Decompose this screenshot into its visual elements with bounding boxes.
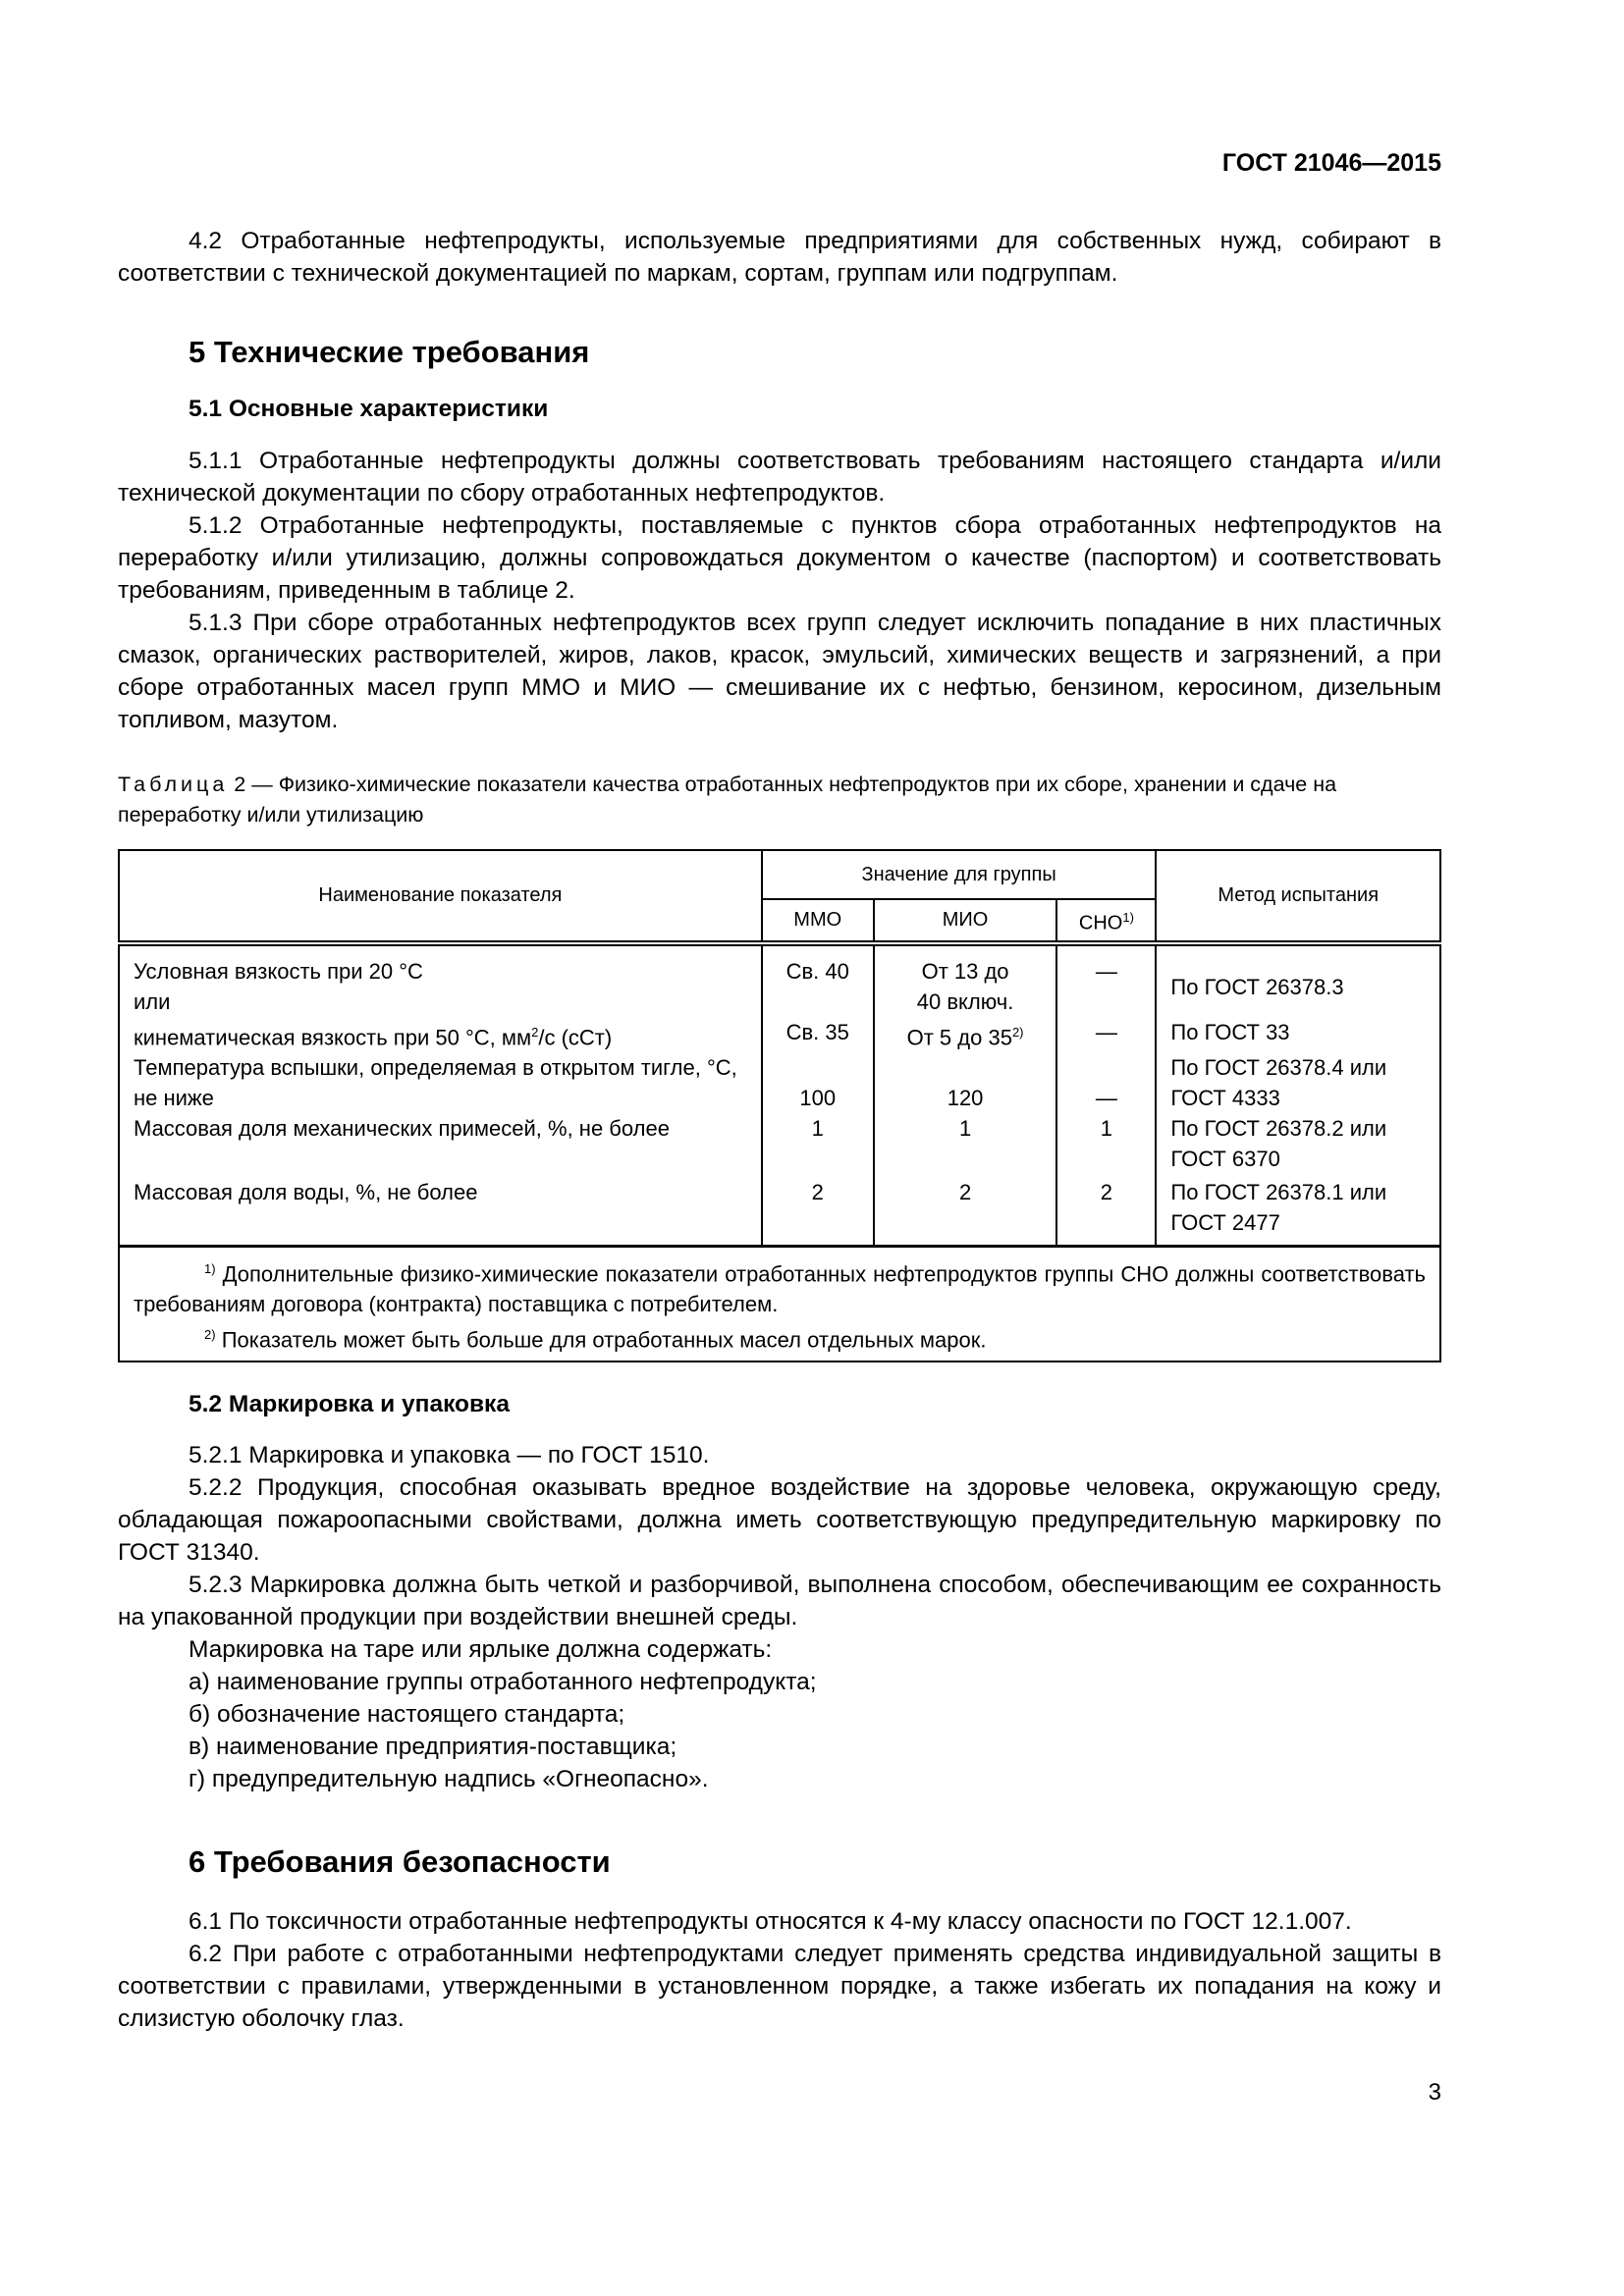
paragraph-5-1-3: 5.1.3 При сборе отработанных нефтепродуктов всех групп следует исключить попадание в них пластичных смазок, органических растворителей, жиров, лаков, красок, эмульсий, химических веществ и загрязнений, а при сборе отработанных масел групп ММО и МИО — смешивание их с нефтью, бензином, керосином, дизельным топливом, мазутом.: [118, 610, 1441, 733]
table-footnotes: [119, 1246, 1440, 1362]
section-6-body: [118, 1905, 1441, 2035]
heading-5: 5 Технические требования: [189, 335, 590, 369]
paragraph-6-1: 6.1 По токсичности отработанные нефтепродукты относятся к 4-му классу опасности по ГОСТ 12.1.007.: [189, 1908, 1352, 1935]
heading-5-2: 5.2 Маркировка и упаковка: [189, 1391, 510, 1417]
section-4-2: [118, 225, 1441, 290]
paragraph-5-1-2: 5.1.2 Отработанные нефтепродукты, поставляемые с пунктов сбора отработанных нефтепродуктов на переработку и/или утилизацию, должны сопровождаться документом о качестве (паспортом) и соответствовать требованиям, приведенным в таблице 2.: [118, 512, 1441, 604]
header-mmo: ММО: [762, 899, 874, 943]
list-item: а) наименование группы отработанного нефтепродукта;: [189, 1669, 817, 1695]
paragraph-5-2-2: 5.2.2 Продукция, способная оказывать вредное воздействие на здоровье человека, окружающую среду, обладающая пожароопасными свойствами, должна иметь соответствующую предупредительную маркировку по ГОСТ 31340.: [118, 1474, 1441, 1566]
table-row: Массовая доля механических примесей, %, не более 1 1 1 По ГОСТ 26378.2 или ГОСТ 6370: [119, 1113, 1440, 1177]
paragraph-5-1-1: 5.1.1 Отработанные нефтепродукты должны соответствовать требованиям настоящего стандарта и/или технической документации по сбору отработанных нефтепродуктов.: [118, 448, 1441, 507]
header-method: Метод испытания: [1156, 850, 1440, 943]
table-caption: [118, 770, 1441, 830]
header-cno: СНО$^{1)}$: [1056, 899, 1156, 943]
table-caption-label: Таблица: [118, 773, 229, 796]
heading-5-1: 5.1 Основные характеристики: [189, 396, 549, 422]
footnote-1: $^{1)}$ Дополнительные физико-химические показатели отработанных нефтепродуктов группы СНО должны соответствовать требованиям договора (контракта) поставщика с потребителем.: [134, 1260, 1426, 1317]
footnote-2: $^{2)}$ Показатель может быть больше для отработанных масел отдельных марок.: [204, 1327, 987, 1353]
table-row: кинематическая вязкость при 50 °С, $мм^2/с$ (сСт) Св. 35 От 5 до 35$^{2)}$ — По ГОСТ 33: [119, 1017, 1440, 1052]
paragraph-4-2: 4.2 Отработанные нефтепродукты, используемые предприятиями для собственных нужд, собирают в соответствии с технической документацией по маркам, сортам, группам или подгруппам.: [118, 228, 1441, 287]
paragraph-5-2-1: 5.2.1 Маркировка и упаковка — по ГОСТ 1510.: [189, 1442, 710, 1468]
table-caption-text: 2 — Физико-химические показатели качества отработанных нефтепродуктов при их сборе, хранении и сдаче на переработку и/или утилизацию: [118, 773, 1337, 827]
section-5-2-body: [118, 1439, 1441, 1795]
table-row: Температура вспышки, определяемая в открытом тигле, °С, не ниже 100 120 — По ГОСТ 26378.4 или ГОСТ 4333: [119, 1052, 1440, 1113]
paragraph-5-2-3: 5.2.3 Маркировка должна быть четкой и разборчивой, выполнена способом, обеспечивающим ее сохранность на упакованной продукции при воздействии внешней среды.: [118, 1572, 1441, 1630]
header-mio: МИО: [874, 899, 1057, 943]
table-row: Массовая доля воды, %, не более 2 2 2 По ГОСТ 26378.1 или ГОСТ 2477: [119, 1177, 1440, 1246]
heading-6: 6 Требования безопасности: [189, 1844, 611, 1879]
table-2: [118, 849, 1441, 1362]
page-number: 3: [1428, 2079, 1441, 2106]
header-name: Наименование показателя: [119, 850, 762, 943]
section-5-1-body: [118, 445, 1441, 736]
paragraph-6-2: 6.2 При работе с отработанными нефтепродуктами следует применять средства индивидуальной защиты в соответствии с правилами, утвержденными в установленном порядке, а также избегать их попадания на кожу и слизистую оболочку глаз.: [118, 1941, 1441, 2032]
list-item: в) наименование предприятия-поставщика;: [189, 1734, 677, 1760]
paragraph-marking-contents: Маркировка на таре или ярлыке должна содержать:: [189, 1636, 773, 1663]
section-5: [118, 335, 1441, 370]
document-header: ГОСТ 21046—2015: [1221, 149, 1441, 177]
list-item: г) предупредительную надпись «Огнеопасно».: [189, 1766, 709, 1792]
header-group: Значение для группы: [762, 850, 1157, 899]
table-row: Условная вязкость при 20 °С или Св. 40 От 13 до 40 включ. — По ГОСТ 26378.3: [119, 943, 1440, 1017]
list-item: б) обозначение настоящего стандарта;: [189, 1701, 625, 1728]
